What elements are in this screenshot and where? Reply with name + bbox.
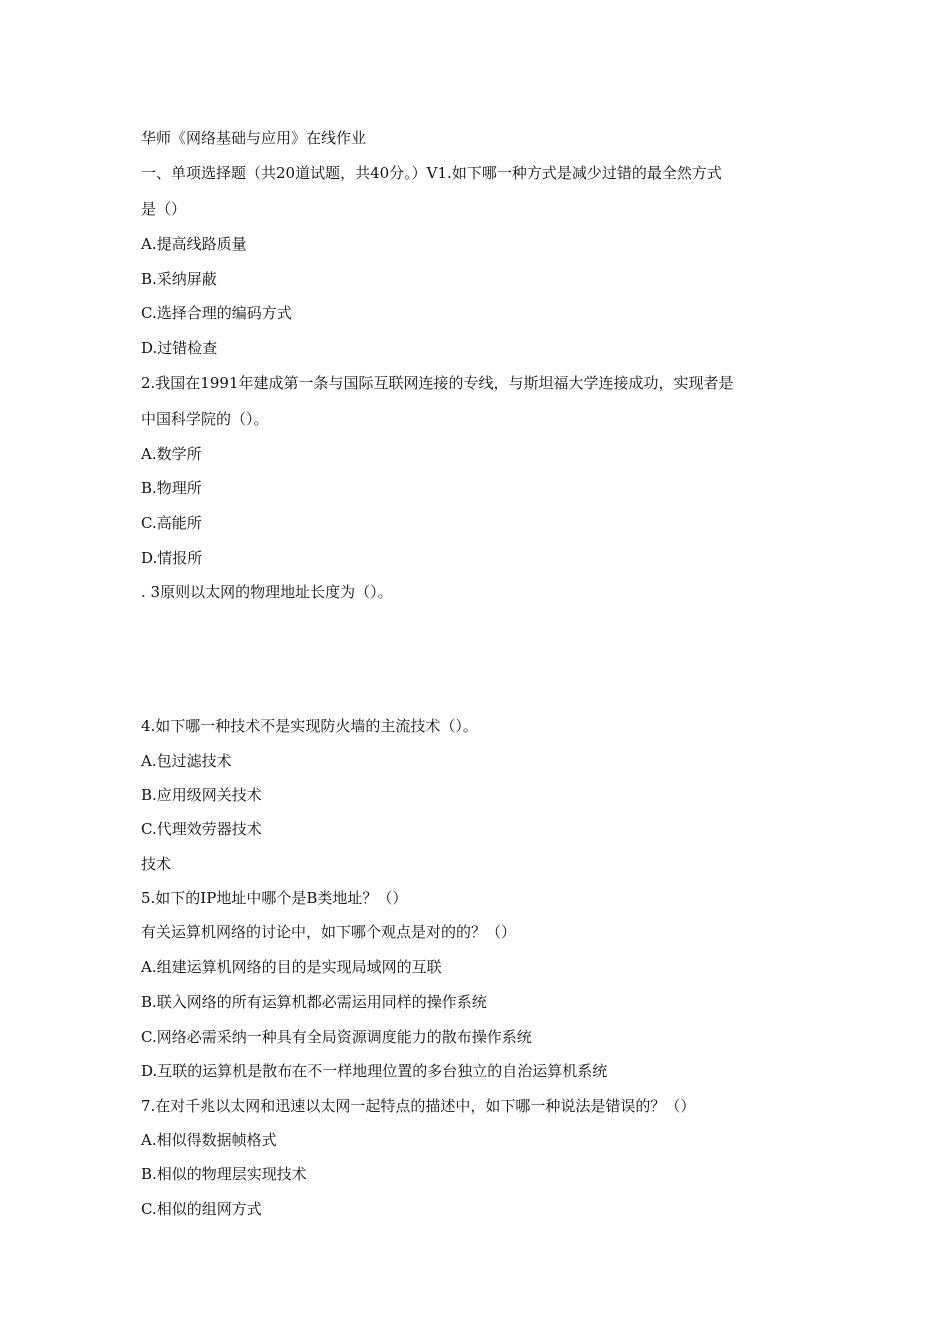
- text-line: D.互联的运算机是散布在不一样地理位置的多台独立的自治运算机系统: [141, 1062, 608, 1080]
- text-line: 5.如下的IP地址中哪个是B类地址？（）: [141, 889, 408, 907]
- text-line: 是（）: [141, 200, 187, 218]
- text-line: C.相似的组网方式: [141, 1200, 262, 1218]
- text-line: . 3原则以太网的物理地址长度为（）。: [141, 583, 393, 601]
- text-line: A.相似得数据帧格式: [141, 1131, 277, 1149]
- text-line: C.网络必需采纳一种具有全局资源调度能力的散布操作系统: [141, 1028, 532, 1046]
- text-line: 4.如下哪一种技术不是实现防火墙的主流技术（）。: [141, 717, 478, 735]
- text-line: C.代理效劳器技术: [141, 820, 262, 838]
- text-line: A.提高线路质量: [141, 235, 247, 253]
- text-line: D.过错检查: [141, 339, 218, 357]
- text-line: 2.我国在1991年建成第一条与国际互联网连接的专线，与斯坦福大学连接成功，实现者是: [141, 374, 734, 392]
- text-line: D.情报所: [141, 549, 203, 567]
- text-line: B.应用级网关技术: [141, 786, 262, 804]
- text-line: B.联入网络的所有运算机都必需运用同样的操作系统: [141, 993, 487, 1011]
- text-line: 7.在对千兆以太网和迅速以太网一起特点的描述中，如下哪一种说法是错误的？（）: [141, 1097, 696, 1115]
- text-line: 技术: [141, 855, 172, 873]
- text-line: A.组建运算机网络的目的是实现局域网的互联: [141, 958, 442, 976]
- text-line: B.物理所: [141, 479, 202, 497]
- text-line: 中国科学院的（）。: [141, 410, 269, 428]
- text-line: C.选择合理的编码方式: [141, 304, 292, 322]
- document-title: 华师《网络基础与应用》在线作业: [141, 129, 367, 147]
- text-line: A.包过滤技术: [141, 752, 232, 770]
- text-line: C.高能所: [141, 514, 202, 532]
- text-line: 一、单项选择题（共20道试题，共40分。）V1.如下哪一种方式是减少过错的最全然方式: [141, 164, 722, 182]
- text-line: 有关运算机网络的讨论中，如下哪个观点是对的的？（）: [141, 923, 517, 941]
- text-line: B.采纳屏蔽: [141, 270, 217, 288]
- text-line: B.相似的物理层实现技术: [141, 1165, 307, 1183]
- text-line: A.数学所: [141, 445, 202, 463]
